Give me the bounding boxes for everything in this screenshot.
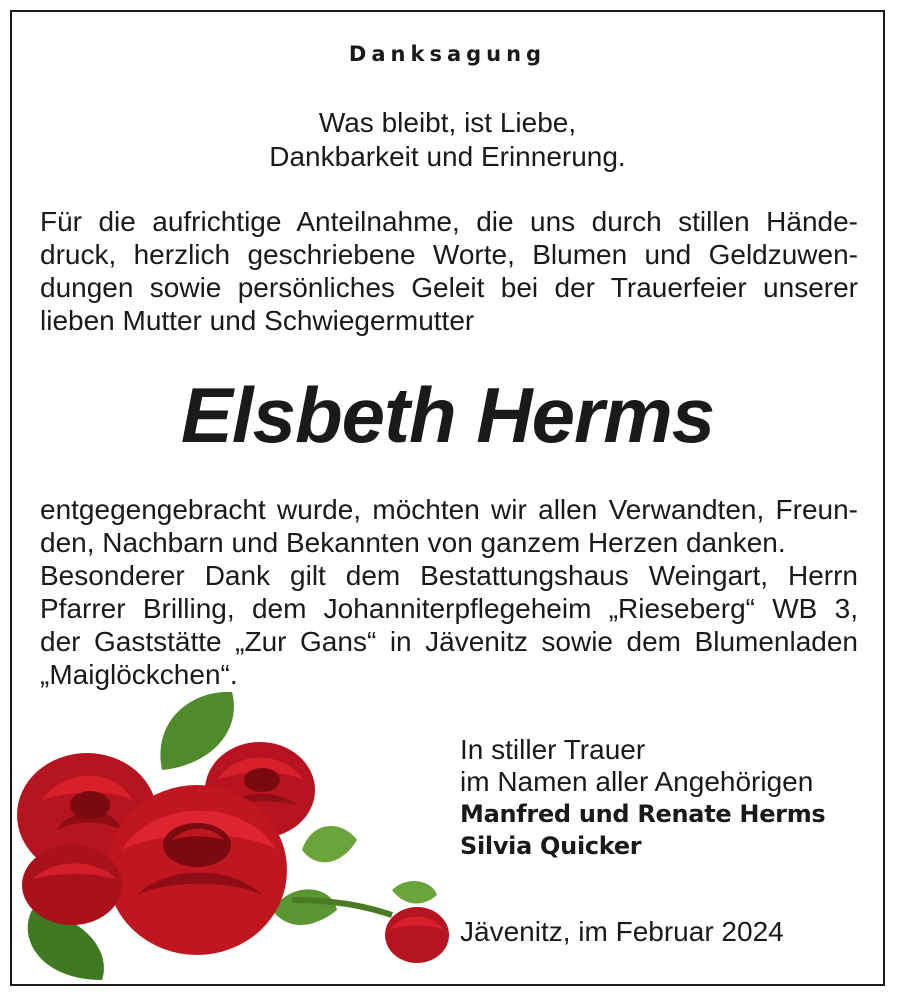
thanks-paragraph-main [40,493,858,691]
deceased-name: Elsbeth Herms [180,371,715,459]
paragraph-line: druck, herzlich geschriebene Worte, Blumen und Geldzuwen- [40,239,858,270]
signature-name: Manfred und Renate Herms [460,800,826,828]
paragraph-line: „Maiglöckchen“. [40,659,238,690]
motto-line: Was bleibt, ist Liebe, [318,107,577,138]
paragraph-line: dungen sowie persönliches Geleit bei der Trauerfeier unserer [40,272,858,303]
paragraph-line: entgegengebracht wurde, möchten wir allen Verwandten, Freun- [40,494,858,525]
motto [12,106,883,174]
rose-icon [107,785,287,955]
paragraph-line: der Gaststätte „Zur Gans“ in Jävenitz sowie dem Blumenladen [40,626,858,657]
paragraph-line: lieben Mutter und Schwiegermutter [40,305,475,336]
thanks-paragraph-intro [40,205,858,337]
notice-heading: Danksagung [348,42,547,66]
paragraph-line: Für die aufrichtige Anteilnahme, die uns durch stillen Hände- [40,206,858,237]
paragraph-line: Besonderer Dank gilt dem Bestattungshaus Weingart, Herrn [40,560,858,591]
signature-name: Silvia Quicker [460,832,642,860]
rose-bud-icon [385,907,449,963]
rose-leaf-icon [392,881,437,904]
place-and-date: Jävenitz, im Februar 2024 [460,916,784,947]
paragraph-line: Pfarrer Brilling, dem Johanniterpflegeheim „Rieseberg“ WB 3, [40,593,858,624]
red-roses-image [12,680,472,986]
rose-leaf-icon [302,826,357,862]
motto-line: Dankbarkeit und Erinnerung. [269,141,626,172]
signature-line: In stiller Trauer [460,734,646,765]
rose-icon [22,845,122,925]
signature-line: im Namen aller Angehörigen [460,766,814,797]
paragraph-line: den, Nachbarn und Bekannten von ganzem Herzen danken. [40,527,786,558]
notice-frame [10,10,885,986]
signature-block [460,734,825,862]
